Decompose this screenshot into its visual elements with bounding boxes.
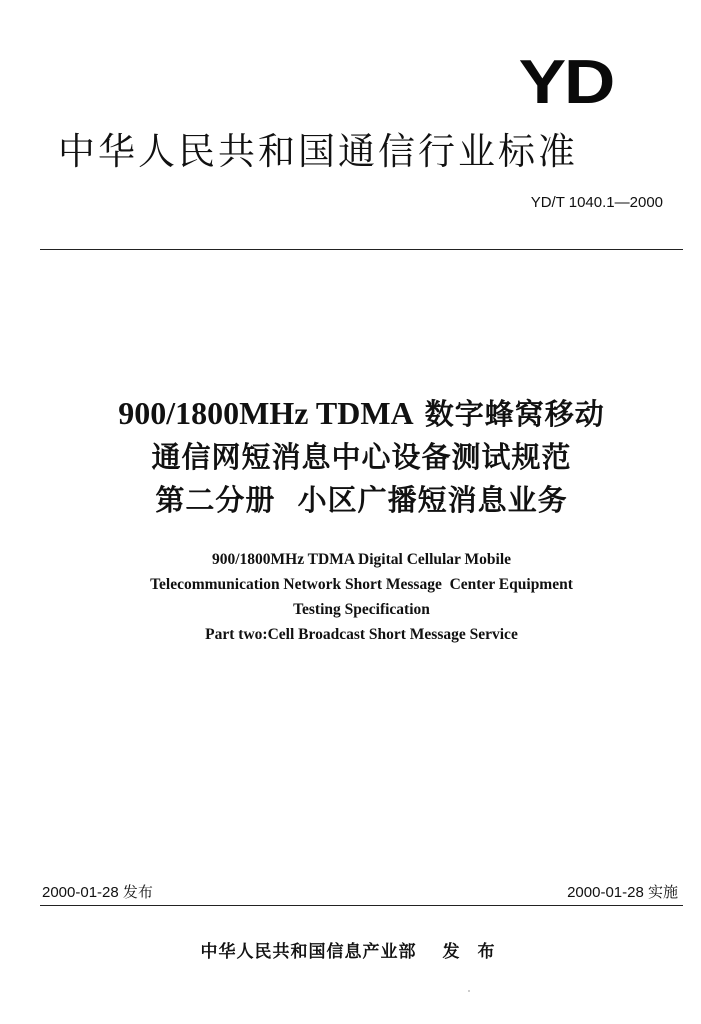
english-title-line-4: Part two:Cell Broadcast Short Message Service	[205, 626, 518, 643]
publisher-action: 发 布	[442, 942, 501, 962]
footer-divider	[40, 905, 683, 906]
chinese-title-line-1	[40, 392, 683, 436]
header-divider	[40, 249, 683, 250]
chinese-title-line-3: 第二分册 小区广播短消息业务	[155, 483, 568, 517]
chinese-title-line-1-rest: 数字蜂窝移动	[424, 397, 605, 431]
english-title-block	[40, 547, 683, 647]
yd-logo: YD	[518, 48, 613, 117]
chinese-title-block	[40, 392, 683, 522]
standard-number: YD/T 1040.1—2000	[530, 194, 663, 211]
english-title-line-3: Testing Specification	[293, 601, 430, 618]
chinese-title-line-1-latin: 900/1800MHz TDMA	[118, 395, 414, 431]
issue-date: 2000-01-28 发布	[42, 884, 153, 901]
implementation-date: 2000-01-28 实施	[567, 884, 678, 901]
publisher-line	[0, 940, 701, 964]
publisher-name: 中华人民共和国信息产业部	[200, 942, 417, 962]
chinese-title-line-2: 通信网短消息中心设备测试规范	[151, 440, 572, 474]
standard-category-title: 中华人民共和国通信行业标准	[58, 130, 578, 173]
english-title-line-1: 900/1800MHz TDMA Digital Cellular Mobile	[211, 551, 512, 568]
english-title-line-2: Telecommunication Network Short Message Center Equipment	[150, 576, 573, 593]
scan-speck	[468, 990, 470, 992]
